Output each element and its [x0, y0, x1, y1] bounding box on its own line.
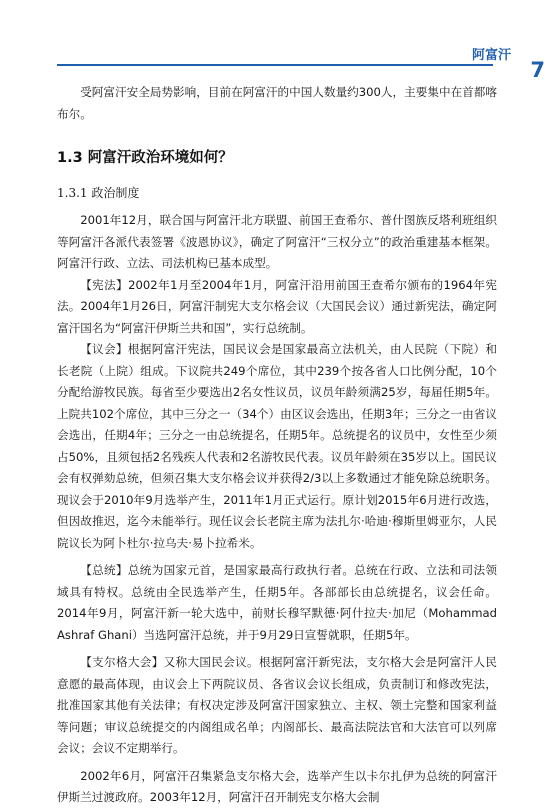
running-header-country: 阿富汗 [471, 48, 511, 63]
page-body [57, 82, 497, 809]
paragraph-bonn-agreement: 2001年12月，联合国与阿富汗北方联盟、前国王查希尔、普什图族反塔利班组织等阿富汗各派代表签署《波恩协议》，确定了阿富汗“三权分立”的政治重建基本框架。阿富汗行政、立法、司法机构已基本成型。 [57, 213, 497, 270]
paragraph-2002-jirga: 2002年6月，阿富汗召集紧急支尔格大会，选举产生以卡尔扎伊为总统的阿富汗伊斯兰过渡政府。2003年12月，阿富汗召开制宪支尔格大会制 [57, 768, 497, 804]
paragraph-constitution: 【宪法】2002年1月至2004年1月，阿富汗沿用前国王查希尔颁布的1964年宪法。2004年1月26日，阿富汗制宪大支尔格会议（大国民会议）通过新宪法，确定阿富汗国名为“阿富汗伊斯兰共和国”，实行总统制。 [57, 277, 497, 335]
intro-paragraph: 受阿富汗安全局势影响，目前在阿富汗的中国人数量约300人，主要集中在首都喀布尔。 [57, 85, 497, 121]
subsection-title: 1.3.1 政治制度 [57, 185, 140, 200]
paragraph-president: 【总统】总统为国家元首，是国家最高行政执行者。总统在行政、立法和司法领域具有特权。总统由全民选举产生，任期5年。各部部长由总统提名，议会任命。2014年9月，阿富汗新一轮大选中，前财长穆罕默德·阿什拉夫·加尼（Mohammad Ashraf Ghani）当选阿富汗总统，并于9月29日宣誓就职，任期5年。 [57, 563, 497, 642]
page-number: 7 [530, 58, 545, 82]
paragraph-parliament: 【议会】根据阿富汗宪法，国民议会是国家最高立法机关，由人民院（下院）和长老院（上院）组成。下议院共249个席位，其中239个按各省人口比例分配，10个分配给游牧民族。每省至少要选出2名女性议员，议员年龄须满25岁，每届任期5年。上院共102个席位，其中三分之一（34个）由区议会选出，任期3年；三分之一由省议会选出，任期4年；三分之一由总统提名，任期5年。总统提名的议员中，女性至少须占50%，且须包括2名残疾人代表和2名游牧民代表。议员年龄须在35岁以上。国民议会有权弹劾总统，但须召集大支尔格会议并获得2/3以上多数通过才能免除总统职务。现议会于2010年9月选举产生，2011年1月正式运行。原计划2015年6月进行改选，但因故推迟，迄今未能举行。现任议会长老院主席为法扎尔·哈迪·穆斯里姆亚尔，人民院议长为阿卜杜尔·拉乌夫·易卜拉希米。 [57, 342, 497, 550]
section-title: 1.3 阿富汗政治环境如何？ [57, 150, 233, 166]
paragraph-loya-jirga: 【支尔格大会】又称大国民会议。根据阿富汗新宪法，支尔格大会是阿富汗人民意愿的最高体现，由议会上下两院议员、各省议会议长组成，负责制订和修改宪法，批准国家其他有关法律；有权决定涉及阿富汗国家独立、主权、领土完整和国家利益等问题；审议总统提交的内阁组成名单；内阁部长、最高法院法官和大法官可以列席会议；会议不定期举行。 [57, 655, 497, 755]
header-rule [57, 64, 493, 66]
